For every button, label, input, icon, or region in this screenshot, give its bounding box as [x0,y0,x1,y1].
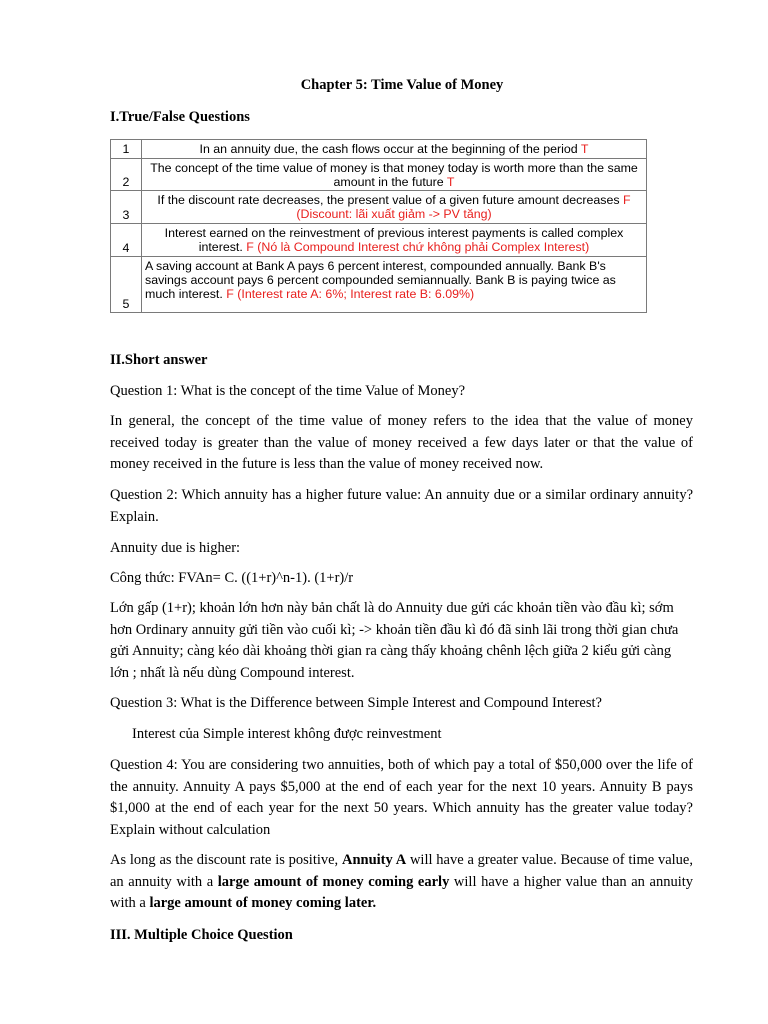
question-text: In an annuity due, the cash flows occur at the beginning of the period [199,142,581,156]
question-text: A saving account at Bank A pays 6 percent interest, compounded annually. Bank B's savings account pays 6 percent compounded semiannually. Bank B is paying twice as much interest. [145,259,616,301]
answer-4 [110,850,693,915]
row-number: 5 [111,257,142,313]
answer-2-explanation: Lớn gấp (1+r); khoản lớn hơn này bản chất là do Annuity due gửi các khoản tiền vào đầu kì; sớm hơn Ordinary annuity gửi tiền vào cuối kì; -> khoản tiền đầu kì đó đã sinh lãi trong thời gian chưa gửi Annuity; càng kéo dài khoảng thời gian ra càng thấy khoảng chênh lệch giữa 2 kiểu gửi càng lớn ; nhất là nếu dùng Compound interest. [110,600,679,681]
answer-text: T [580,142,589,156]
question-cell [142,159,647,191]
page-title: Chapter 5: Time Value of Money [300,77,504,93]
question-cell [142,257,647,313]
answer-2-formula: Công thức: FVAn= C. ((1+r)^n-1). (1+r)/r [110,570,354,586]
row-number: 3 [111,191,142,224]
table-row [111,224,647,257]
question-1: Question 1: What is the concept of the time Value of Money? [110,383,466,399]
row-number: 4 [111,224,142,257]
question-4: Question 4: You are considering two annuities, both of which pay a total of $50,000 over the life of the annuity. Annuity A pays $5,000 at the end of each year for the next 10 years. Annuity B pays $1,000 at the end of each year for the next 50 years. Which annuity has the greater value today? Explain without calculation [110,757,693,838]
answer-2-line: Annuity due is higher: [110,540,241,556]
table-row [111,159,647,191]
question-text: The concept of the time value of money is that money today is worth more than the same amount in the future [150,160,638,189]
question-cell [142,191,647,224]
true-false-table [110,139,647,313]
answer-4-text: As long as the discount rate is positive, [110,852,342,868]
question-cell [142,224,647,257]
answer-text: F (Discount: lãi xuất giảm -> PV tăng) [296,193,631,221]
answer-4-bold: Annuity A [341,852,407,868]
question-text: If the discount rate decreases, the present value of a given future amount decreases [157,193,624,207]
answer-text: T [446,174,455,189]
answer-4-bold: large amount of money coming later [149,895,373,912]
answer-4-text: will have a higher value than an annuity with a [110,873,693,912]
section-heading-true-false: I.True/False Questions [110,109,250,125]
question-2: Question 2: Which annuity has a higher future value: An annuity due or a similar ordinary annuity? Explain. [110,487,693,525]
row-number: 2 [111,159,142,191]
table-row [111,257,647,313]
answer-1: In general, the concept of the time value of money refers to the idea that the value of money received today is greater than the value of money received a few days later or that the value of money received in the future is less than the value of money received now. [110,413,693,473]
row-number: 1 [111,140,142,159]
question-text: Interest earned on the reinvestment of previous interest payments is called complex interest. [164,226,624,254]
answer-4-bold: large amount of money coming early [217,873,450,890]
question-3: Question 3: What is the Difference between Simple Interest and Compound Interest? [110,695,602,711]
section-heading-short-answer: II.Short answer [110,352,208,368]
answer-4-text: will have a greater value. Because of time value, an annuity with a [110,852,693,890]
question-cell [142,140,647,159]
section-heading-multiple-choice: III. Multiple Choice Question [110,927,293,943]
answer-text: F (Nó là Compound Interest chứ không phải Complex Interest) [246,240,590,254]
answer-3: Interest của Simple interest không được reinvestment [132,726,442,742]
table-row [111,191,647,224]
table-row [111,140,647,159]
answer-4-bold: . [372,895,377,912]
answer-text: F (Interest rate A: 6%; Interest rate B: 6.09%) [226,287,475,301]
